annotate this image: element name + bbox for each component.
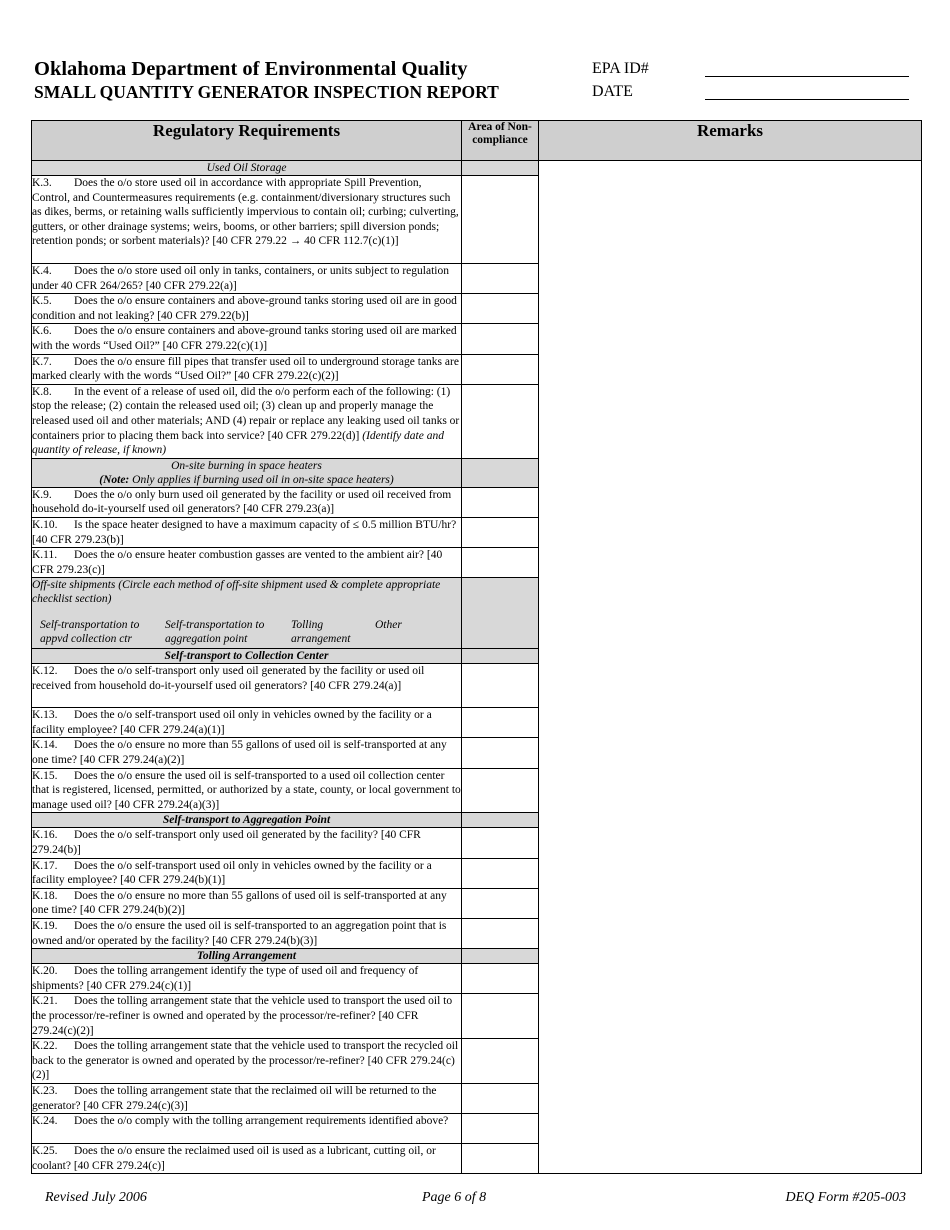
offsite-option-tolling[interactable]: Tolling arrangement (291, 619, 351, 646)
question-text: In the event of a release of used oil, did the o/o perform each of the following: (1) stop the release; (2) contain the released used oil; (3) clean up and properly manage the released used oil and other materials; AND (4) repair or replace any leaking used oil tanks or containers prior to placing them back into service? [40 CFR 279.22(d)] (32, 385, 460, 442)
question-text: Does the o/o self-transport used oil only in vehicles owned by the facility or a facility employee? [40 CFR 279.24(a)(1)] (32, 709, 432, 736)
question-k11 (32, 548, 462, 578)
report-header (34, 57, 499, 103)
question-k8 (32, 384, 462, 458)
note-label: (Note: (99, 473, 130, 486)
question-number: K.9. (32, 488, 52, 501)
section-collection-center: Self-transport to Collection Center (32, 649, 462, 664)
noncompliance-cell-k25[interactable] (462, 1144, 539, 1174)
question-text: Is the space heater designed to have a maximum capacity of ≤ 0.5 million BTU/hr? [40 CFR 279.23(b)] (32, 518, 457, 546)
question-k16 (32, 828, 462, 858)
question-number: K.18. (32, 889, 58, 902)
question-k17 (32, 858, 462, 888)
inspection-table (31, 120, 922, 1174)
question-k18 (32, 888, 462, 918)
question-text: Does the o/o ensure the reclaimed used oil is used as a lubricant, cutting oil, or coolant? [40 CFR 279.24(c)] (32, 1145, 436, 1172)
question-number: K.16. (32, 829, 58, 842)
question-note: (Identify date and quantity of release, if known) (32, 429, 444, 457)
section-area-cell (462, 161, 539, 176)
section-aggregation-point: Self-transport to Aggregation Point (32, 813, 462, 828)
question-number: K.23. (32, 1084, 58, 1097)
report-title: SMALL QUANTITY GENERATOR INSPECTION REPORT (34, 82, 499, 102)
noncompliance-cell-k7[interactable] (462, 354, 539, 384)
section-space-heaters (32, 458, 462, 487)
question-k22 (32, 1039, 462, 1084)
noncompliance-cell-k4[interactable] (462, 264, 539, 294)
question-k5 (32, 294, 462, 324)
question-number: K.7. (32, 355, 52, 368)
question-k24 (32, 1114, 462, 1144)
noncompliance-cell-k15[interactable] (462, 768, 539, 813)
noncompliance-cell-k8[interactable] (462, 384, 539, 458)
offsite-option-collection-ctr[interactable]: Self-transportation to appvd collection ctr (40, 619, 140, 646)
noncompliance-cell-k11[interactable] (462, 548, 539, 578)
agency-title: Oklahoma Department of Environmental Quality (34, 58, 468, 80)
noncompliance-cell-k10[interactable] (462, 517, 539, 547)
noncompliance-cell-k13[interactable] (462, 708, 539, 738)
question-text: Does the o/o ensure no more than 55 gallons of used oil is self-transported at any one time? [40 CFR 279.24(b)(2)] (32, 889, 447, 917)
noncompliance-cell-k23[interactable] (462, 1083, 539, 1113)
noncompliance-cell-k20[interactable] (462, 964, 539, 994)
col-header-remarks: Remarks (539, 121, 922, 161)
section-used-oil-storage: Used Oil Storage (32, 161, 462, 176)
question-text: Does the tolling arrangement state that the vehicle used to transport the used oil to the processor/re-refiner is owned and operated by the processor/re-refiner? [40 CFR 279.24(c)(2)] (32, 995, 453, 1037)
noncompliance-cell-k18[interactable] (462, 888, 539, 918)
question-text: Does the o/o ensure containers and above-ground tanks storing used oil are in good condition and not leaking? [40 CFR 279.22(b)] (32, 295, 457, 322)
question-k4 (32, 264, 462, 294)
section-area-cell (462, 649, 539, 664)
noncompliance-cell-k9[interactable] (462, 487, 539, 517)
question-text: Does the o/o ensure the used oil is self-transported to a used oil collection center that is registered, licensed, permitted, or authorized by a state, county, or local government to manage used oil? [40 CFR 279.24(a)(3)] (32, 769, 461, 811)
question-text: Does the tolling arrangement state that the reclaimed oil will be returned to the generator? [40 CFR 279.24(c)(3)] (32, 1084, 437, 1112)
date-label: DATE (592, 83, 633, 100)
question-number: K.3. (32, 177, 52, 189)
question-text: Does the o/o ensure containers and above-ground tanks storing used oil are marked with the words “Used Oil?” [40 CFR 279.22(c)(1)] (32, 325, 457, 352)
question-k23 (32, 1083, 462, 1113)
noncompliance-cell-k3[interactable] (462, 176, 539, 264)
question-k13 (32, 708, 462, 738)
noncompliance-cell-k12[interactable] (462, 664, 539, 708)
question-text: Does the o/o ensure no more than 55 gallons of used oil is self-transported at any one time? [40 CFR 279.24(a)(2)] (32, 739, 447, 767)
question-number: K.22. (32, 1040, 58, 1053)
question-k3 (32, 176, 462, 264)
offsite-option-other[interactable]: Other (375, 619, 402, 632)
epa-id-label: EPA ID# (592, 60, 649, 77)
question-k19 (32, 919, 462, 949)
question-k25 (32, 1144, 462, 1174)
noncompliance-cell-k21[interactable] (462, 994, 539, 1039)
offsite-option-aggregation-point[interactable]: Self-transportation to aggregation point (165, 619, 265, 646)
question-k21 (32, 994, 462, 1039)
question-number: K.19. (32, 920, 58, 932)
question-number: K.8. (32, 385, 52, 398)
question-text: Does the o/o comply with the tolling arrangement requirements identified above? (74, 1115, 449, 1128)
offsite-instructions: Off-site shipments (Circle each method of off-site shipment used & complete appropriate checklist section) (32, 579, 441, 606)
question-text: Does the o/o ensure fill pipes that transfer used oil to underground storage tanks are marked clearly with the words “Used Oil?” [40 CFR 279.22(c)(2)] (32, 355, 459, 383)
question-text: Does the o/o store used oil in accordance with appropriate Spill Prevention, Control, and Countermeasures requirements (e.g. containment/diversionary structures such as dikes, berms, or retaining walls sufficiently impervious to contain oil; curbing; culverting, gutters, or other drainage systems; weirs, booms, or other barriers; spill diversion ponds; retention ponds; or sorbent materials)? [40 CFR 279.22 → 40 CFR 112.7(c)(1)] (32, 177, 459, 248)
question-number: K.24. (32, 1115, 58, 1128)
noncompliance-cell-k5[interactable] (462, 294, 539, 324)
question-text: Does the o/o only burn used oil generated by the facility or used oil received from household do-it-yourself used oil generators? [40 CFR 279.23(a)] (32, 488, 452, 516)
question-k14 (32, 738, 462, 768)
section-area-cell (462, 813, 539, 828)
noncompliance-cell-k24[interactable] (462, 1114, 539, 1144)
question-text: Does the o/o ensure heater combustion gasses are vented to the ambient air? [40 CFR 279.23(c)] (32, 549, 443, 576)
col-header-requirements: Regulatory Requirements (32, 121, 462, 161)
question-number: K.21. (32, 995, 58, 1008)
question-number: K.12. (32, 665, 58, 678)
question-k9 (32, 487, 462, 517)
question-k15 (32, 768, 462, 813)
question-number: K.11. (32, 549, 58, 562)
question-text: Does the o/o ensure the used oil is self-transported to an aggregation point that is owned and/or operated by the facility? [40 CFR 279.24(b)(3)] (32, 920, 447, 947)
date-field[interactable] (705, 99, 909, 100)
question-number: K.15. (32, 769, 58, 782)
question-text: Does the tolling arrangement identify the type of used oil and frequency of shipments? [40 CFR 279.24(c)(1)] (32, 965, 419, 992)
epa-id-field[interactable] (705, 76, 909, 77)
question-text: Does the o/o self-transport only used oil generated by the facility or used oil received from household do-it-yourself used oil generators? [40 CFR 279.24(a)] (32, 665, 425, 692)
question-number: K.13. (32, 709, 58, 722)
section-tolling: Tolling Arrangement (32, 949, 462, 964)
question-k6 (32, 324, 462, 354)
noncompliance-cell-k22[interactable] (462, 1039, 539, 1084)
footer-form-number: DEQ Form #205-003 (785, 1190, 906, 1205)
footer-revised: Revised July 2006 (45, 1190, 147, 1205)
section-title: On-site burning in space heaters (171, 459, 322, 472)
question-number: K.10. (32, 518, 58, 531)
section-area-cell (462, 949, 539, 964)
question-number: K.4. (32, 265, 52, 277)
question-k7 (32, 354, 462, 384)
question-k20 (32, 964, 462, 994)
noncompliance-cell-k6[interactable] (462, 324, 539, 354)
question-k10 (32, 517, 462, 547)
noncompliance-cell-k19[interactable] (462, 919, 539, 949)
question-number: K.25. (32, 1145, 58, 1158)
question-text: Does the o/o self-transport only used oil generated by the facility? [40 CFR 279.24(b)] (32, 829, 421, 857)
section-offsite-shipments (32, 578, 462, 649)
question-number: K.17. (32, 859, 58, 872)
col-header-area: Area of Non-compliance (462, 121, 539, 161)
question-number: K.20. (32, 965, 58, 978)
section-area-cell (462, 458, 539, 487)
question-number: K.6. (32, 325, 52, 338)
footer-page-number: Page 6 of 8 (422, 1190, 487, 1205)
question-number: K.5. (32, 295, 52, 308)
remarks-area[interactable] (539, 161, 922, 1174)
question-text: Does the o/o store used oil only in tanks, containers, or units subject to regulation under 40 CFR 264/265? [40 CFR 279.22(a)] (32, 265, 449, 292)
section-area-cell (462, 578, 539, 649)
question-text: Does the tolling arrangement state that the vehicle used to transport the recycled oil back to the generator is owned and operated by the processor/re-refiner? [40 CFR 279.24(c)(2)] (32, 1040, 459, 1082)
noncompliance-cell-k17[interactable] (462, 858, 539, 888)
section-note: Only applies if burning used oil in on-site space heaters) (132, 473, 394, 486)
question-k12 (32, 664, 462, 708)
noncompliance-cell-k16[interactable] (462, 828, 539, 858)
question-number: K.14. (32, 739, 58, 752)
noncompliance-cell-k14[interactable] (462, 738, 539, 768)
question-text: Does the o/o self-transport used oil only in vehicles owned by the facility or a facility employee? [40 CFR 279.24(b)(1)] (32, 859, 432, 887)
